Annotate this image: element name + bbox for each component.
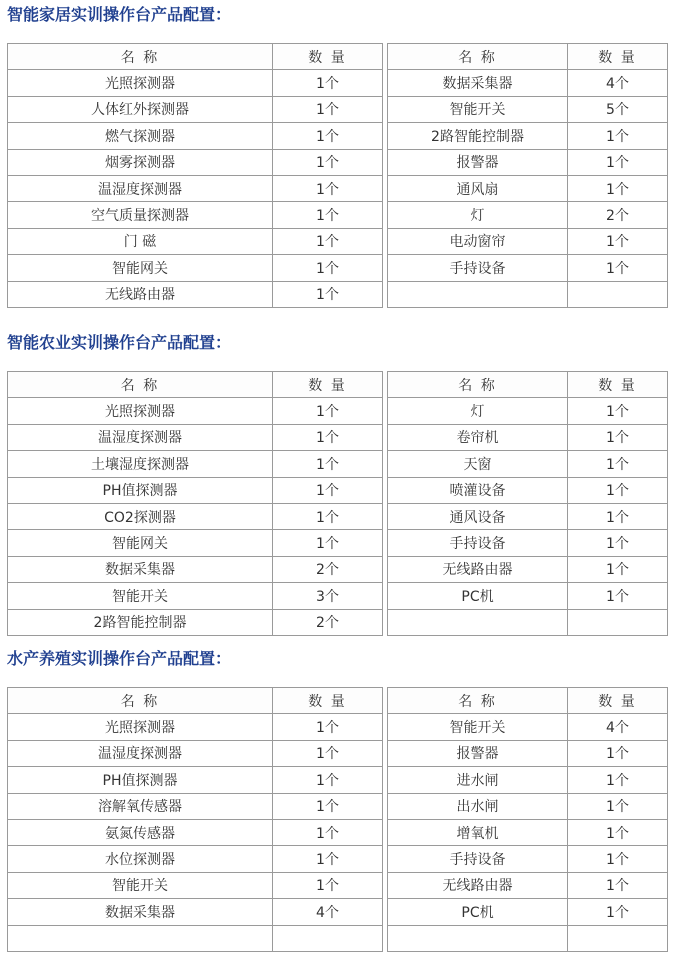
item-name-right bbox=[388, 609, 568, 635]
item-qty-left: 1个 bbox=[273, 281, 383, 307]
section-title-smart-home: 智能家居实训操作台产品配置： bbox=[7, 5, 232, 24]
item-qty-left: 1个 bbox=[273, 96, 383, 122]
item-qty-right: 1个 bbox=[568, 424, 668, 450]
item-name-right: 无线路由器 bbox=[388, 556, 568, 582]
item-qty-right bbox=[568, 281, 668, 307]
item-name-left: 氨氮传感器 bbox=[8, 819, 273, 845]
item-qty-left: 1个 bbox=[273, 872, 383, 898]
header-qty-right: 数 量 bbox=[568, 44, 668, 70]
item-name-right: 进水闸 bbox=[388, 767, 568, 793]
table-row bbox=[8, 925, 668, 951]
item-name-left: 溶解氧传感器 bbox=[8, 793, 273, 819]
table-row bbox=[8, 846, 668, 872]
item-qty-right: 1个 bbox=[568, 398, 668, 424]
item-qty-right: 1个 bbox=[568, 819, 668, 845]
item-name-right: 手持设备 bbox=[388, 846, 568, 872]
header-qty-right: 数 量 bbox=[568, 372, 668, 398]
item-name-left: 光照探测器 bbox=[8, 70, 273, 96]
item-name-right: 通风扇 bbox=[388, 175, 568, 201]
item-name-left: 烟雾探测器 bbox=[8, 149, 273, 175]
item-qty-right: 4个 bbox=[568, 70, 668, 96]
item-qty-left: 1个 bbox=[273, 255, 383, 281]
table-row bbox=[8, 530, 668, 556]
item-name-left: 光照探测器 bbox=[8, 714, 273, 740]
item-qty-left bbox=[273, 925, 383, 951]
item-name-left bbox=[8, 925, 273, 951]
table-row bbox=[8, 123, 668, 149]
header-qty-right: 数 量 bbox=[568, 688, 668, 714]
item-name-right: PC机 bbox=[388, 899, 568, 925]
item-qty-left: 1个 bbox=[273, 228, 383, 254]
item-qty-left: 1个 bbox=[273, 424, 383, 450]
table-row bbox=[8, 424, 668, 450]
header-name-left: 名 称 bbox=[8, 44, 273, 70]
table-row bbox=[8, 583, 668, 609]
table-row bbox=[8, 451, 668, 477]
item-name-left: 数据采集器 bbox=[8, 556, 273, 582]
item-qty-right: 1个 bbox=[568, 556, 668, 582]
item-name-right: 智能开关 bbox=[388, 714, 568, 740]
item-name-right: PC机 bbox=[388, 583, 568, 609]
item-qty-left: 1个 bbox=[273, 202, 383, 228]
item-name-right: 数据采集器 bbox=[388, 70, 568, 96]
item-name-left: 人体红外探测器 bbox=[8, 96, 273, 122]
item-qty-right: 1个 bbox=[568, 899, 668, 925]
item-name-left: 光照探测器 bbox=[8, 398, 273, 424]
section-title-aquaculture: 水产养殖实训操作台产品配置： bbox=[7, 649, 232, 668]
table-row bbox=[8, 793, 668, 819]
table-row bbox=[8, 281, 668, 307]
header-name-right: 名 称 bbox=[388, 44, 568, 70]
header-name-left: 名 称 bbox=[8, 372, 273, 398]
item-name-left: 门 磁 bbox=[8, 228, 273, 254]
item-qty-right: 2个 bbox=[568, 202, 668, 228]
item-name-right: 增氧机 bbox=[388, 819, 568, 845]
item-qty-left: 1个 bbox=[273, 793, 383, 819]
item-qty-left: 1个 bbox=[273, 503, 383, 529]
item-name-left: PH值探测器 bbox=[8, 767, 273, 793]
table-row bbox=[8, 228, 668, 254]
item-qty-left: 1个 bbox=[273, 477, 383, 503]
item-qty-right: 1个 bbox=[568, 503, 668, 529]
table-row bbox=[8, 96, 668, 122]
item-name-left: 智能网关 bbox=[8, 530, 273, 556]
item-qty-right: 5个 bbox=[568, 96, 668, 122]
header-qty-left: 数 量 bbox=[273, 44, 383, 70]
item-qty-left: 1个 bbox=[273, 714, 383, 740]
item-name-right: 智能开关 bbox=[388, 96, 568, 122]
item-qty-left: 1个 bbox=[273, 819, 383, 845]
table-row bbox=[8, 740, 668, 766]
item-qty-right: 1个 bbox=[568, 228, 668, 254]
item-qty-right: 1个 bbox=[568, 255, 668, 281]
item-qty-right: 1个 bbox=[568, 740, 668, 766]
item-qty-left: 1个 bbox=[273, 846, 383, 872]
item-qty-left: 1个 bbox=[273, 451, 383, 477]
header-name-left: 名 称 bbox=[8, 688, 273, 714]
item-name-left: 土壤湿度探测器 bbox=[8, 451, 273, 477]
item-qty-right: 1个 bbox=[568, 583, 668, 609]
table-row bbox=[8, 503, 668, 529]
item-qty-right: 4个 bbox=[568, 714, 668, 740]
item-name-right: 出水闸 bbox=[388, 793, 568, 819]
item-name-right bbox=[388, 281, 568, 307]
item-qty-left: 3个 bbox=[273, 583, 383, 609]
table-header-row bbox=[8, 372, 668, 398]
item-name-left: 无线路由器 bbox=[8, 281, 273, 307]
item-qty-right: 1个 bbox=[568, 846, 668, 872]
item-qty-right: 1个 bbox=[568, 793, 668, 819]
item-qty-right: 1个 bbox=[568, 149, 668, 175]
item-name-left: 智能开关 bbox=[8, 583, 273, 609]
item-qty-left: 1个 bbox=[273, 398, 383, 424]
header-name-right: 名 称 bbox=[388, 688, 568, 714]
table-row bbox=[8, 149, 668, 175]
item-qty-right: 1个 bbox=[568, 872, 668, 898]
table-row bbox=[8, 556, 668, 582]
item-qty-right: 1个 bbox=[568, 123, 668, 149]
item-name-left: 智能网关 bbox=[8, 255, 273, 281]
header-name-right: 名 称 bbox=[388, 372, 568, 398]
table-row bbox=[8, 477, 668, 503]
item-qty-right bbox=[568, 609, 668, 635]
item-qty-right: 1个 bbox=[568, 451, 668, 477]
item-qty-left: 1个 bbox=[273, 123, 383, 149]
item-qty-left: 2个 bbox=[273, 609, 383, 635]
smart-home-config-table bbox=[7, 43, 668, 308]
item-name-right: 电动窗帘 bbox=[388, 228, 568, 254]
item-name-left: 温湿度探测器 bbox=[8, 740, 273, 766]
item-name-left: 水位探测器 bbox=[8, 846, 273, 872]
item-name-right: 天窗 bbox=[388, 451, 568, 477]
item-name-right bbox=[388, 925, 568, 951]
item-qty-right: 1个 bbox=[568, 767, 668, 793]
item-qty-left: 1个 bbox=[273, 530, 383, 556]
item-name-left: 温湿度探测器 bbox=[8, 424, 273, 450]
section-title-smart-agriculture: 智能农业实训操作台产品配置： bbox=[7, 333, 232, 352]
item-name-left: 燃气探测器 bbox=[8, 123, 273, 149]
item-name-right: 无线路由器 bbox=[388, 872, 568, 898]
item-name-right: 通风设备 bbox=[388, 503, 568, 529]
table-row bbox=[8, 70, 668, 96]
item-name-right: 2路智能控制器 bbox=[388, 123, 568, 149]
item-name-left: 2路智能控制器 bbox=[8, 609, 273, 635]
item-name-left: 数据采集器 bbox=[8, 899, 273, 925]
table-row bbox=[8, 202, 668, 228]
item-qty-right: 1个 bbox=[568, 530, 668, 556]
table-row bbox=[8, 714, 668, 740]
table-row bbox=[8, 872, 668, 898]
table-row bbox=[8, 609, 668, 635]
item-name-right: 灯 bbox=[388, 202, 568, 228]
header-qty-left: 数 量 bbox=[273, 688, 383, 714]
item-name-right: 报警器 bbox=[388, 149, 568, 175]
item-name-right: 手持设备 bbox=[388, 255, 568, 281]
item-qty-right: 1个 bbox=[568, 175, 668, 201]
item-name-left: 智能开关 bbox=[8, 872, 273, 898]
table-header-row bbox=[8, 44, 668, 70]
table-header-row bbox=[8, 688, 668, 714]
item-name-right: 喷灌设备 bbox=[388, 477, 568, 503]
item-qty-left: 1个 bbox=[273, 175, 383, 201]
item-qty-left: 1个 bbox=[273, 149, 383, 175]
item-qty-left: 4个 bbox=[273, 899, 383, 925]
aquaculture-config-table bbox=[7, 687, 668, 952]
table-row bbox=[8, 255, 668, 281]
table-row bbox=[8, 819, 668, 845]
item-qty-right: 1个 bbox=[568, 477, 668, 503]
item-qty-left: 2个 bbox=[273, 556, 383, 582]
item-qty-right bbox=[568, 925, 668, 951]
item-name-right: 报警器 bbox=[388, 740, 568, 766]
item-name-left: PH值探测器 bbox=[8, 477, 273, 503]
table-row bbox=[8, 398, 668, 424]
item-name-left: CO2探测器 bbox=[8, 503, 273, 529]
header-qty-left: 数 量 bbox=[273, 372, 383, 398]
item-name-left: 空气质量探测器 bbox=[8, 202, 273, 228]
table-row bbox=[8, 767, 668, 793]
smart-agriculture-config-table bbox=[7, 371, 668, 636]
item-name-left: 温湿度探测器 bbox=[8, 175, 273, 201]
item-name-right: 手持设备 bbox=[388, 530, 568, 556]
item-qty-left: 1个 bbox=[273, 740, 383, 766]
item-name-right: 灯 bbox=[388, 398, 568, 424]
item-name-right: 卷帘机 bbox=[388, 424, 568, 450]
table-row bbox=[8, 899, 668, 925]
item-qty-left: 1个 bbox=[273, 70, 383, 96]
table-row bbox=[8, 175, 668, 201]
item-qty-left: 1个 bbox=[273, 767, 383, 793]
